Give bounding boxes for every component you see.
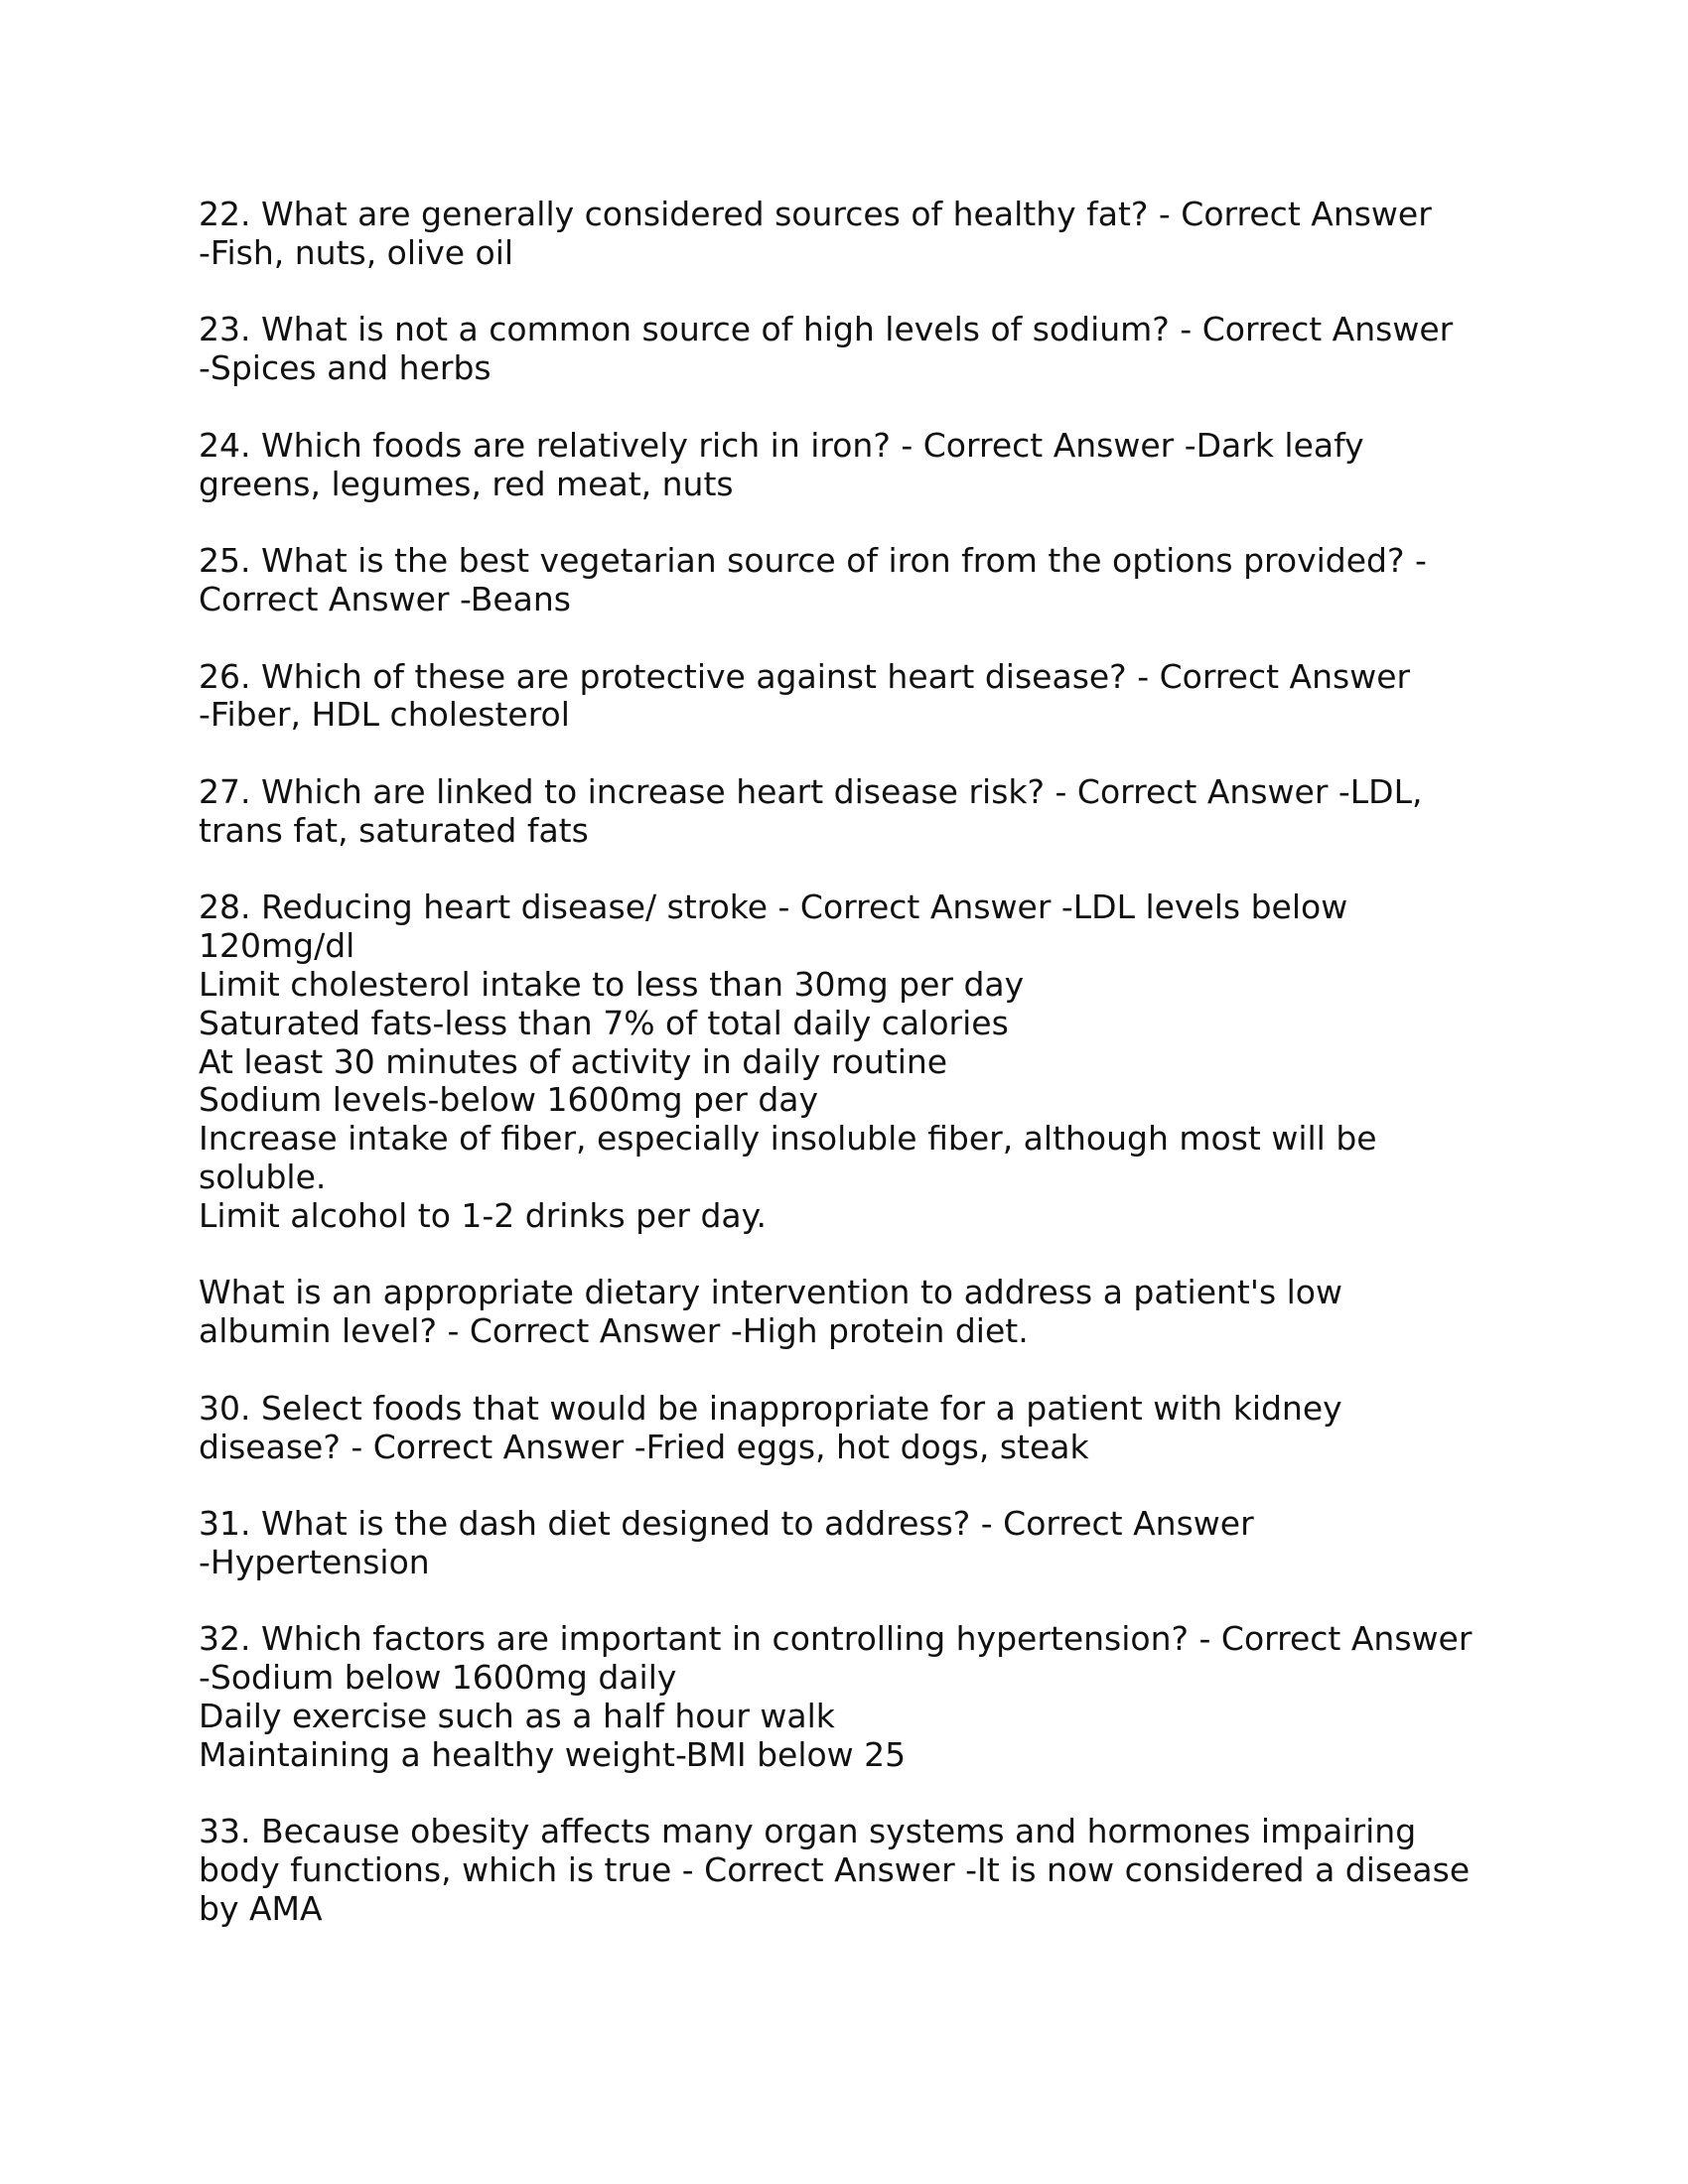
answer-line: -Spices and herbs: [199, 348, 492, 388]
answer-line: -Hypertension: [199, 1542, 430, 1581]
question-line: 23. What is not a common source of high levels of sodium? - Correct Answer: [199, 310, 1454, 349]
question-line: body functions, which is true - Correct Answer -It is now considered a disease: [199, 1850, 1471, 1890]
answer-line: Limit alcohol to 1-2 drinks per day.: [199, 1195, 767, 1235]
qa-item-33: [199, 1813, 1509, 1928]
answer-line: trans fat, saturated fats: [199, 810, 589, 850]
qa-item-22: [199, 196, 1509, 273]
question-line: 24. Which foods are relatively rich in iron? - Correct Answer -Dark leafy: [199, 425, 1364, 465]
qa-item-32: [199, 1620, 1509, 1774]
answer-line: At least 30 minutes of activity in daily routine: [199, 1041, 948, 1081]
document-page: [199, 196, 1509, 1968]
answer-line: Saturated fats-less than 7% of total daily calories: [199, 1003, 1009, 1042]
answer-line: -Fish, nuts, olive oil: [199, 232, 514, 272]
answer-line: by AMA: [199, 1889, 323, 1929]
answer-line: 120mg/dl: [199, 926, 355, 966]
answer-line: Limit cholesterol intake to less than 30mg per day: [199, 964, 1025, 1004]
answer-line: greens, legumes, red meat, nuts: [199, 464, 734, 503]
question-line: 32. Which factors are important in controlling hypertension? - Correct Answer: [199, 1619, 1473, 1659]
answer-line: Sodium levels-below 1600mg per day: [199, 1080, 819, 1120]
qa-item-29: [199, 1274, 1509, 1351]
question-line: 25. What is the best vegetarian source of iron from the options provided? -: [199, 541, 1427, 581]
answer-line: -Fiber, HDL cholesterol: [199, 695, 570, 735]
answer-line: albumin level? - Correct Answer -High protein diet.: [199, 1311, 1029, 1351]
qa-item-27: [199, 773, 1509, 851]
answer-line: Maintaining a healthy weight-BMI below 25: [199, 1734, 907, 1774]
answer-line: Increase intake of fiber, especially insoluble fiber, although most will be: [199, 1119, 1377, 1159]
qa-item-26: [199, 658, 1509, 736]
question-line: 28. Reducing heart disease/ stroke - Correct Answer -LDL levels below: [199, 887, 1348, 927]
question-line: 22. What are generally considered sources of healthy fat? - Correct Answer: [199, 195, 1432, 233]
qa-item-31: [199, 1505, 1509, 1582]
question-line: 26. Which of these are protective against heart disease? - Correct Answer: [199, 656, 1411, 696]
question-line: 27. Which are linked to increase heart disease risk? - Correct Answer -LDL,: [199, 771, 1423, 811]
question-line: What is an appropriate dietary intervention to address a patient's low: [199, 1273, 1342, 1312]
qa-item-23: [199, 311, 1509, 388]
qa-item-30: [199, 1390, 1509, 1467]
answer-line: soluble.: [199, 1157, 327, 1196]
question-line: 30. Select foods that would be inappropriate for a patient with kidney: [199, 1388, 1342, 1428]
answer-line: disease? - Correct Answer -Fried eggs, hot dogs, steak: [199, 1427, 1089, 1466]
answer-line: Daily exercise such as a half hour walk: [199, 1697, 835, 1736]
question-line: 33. Because obesity affects many organ systems and hormones impairing: [199, 1812, 1417, 1851]
question-line: 31. What is the dash diet designed to address? - Correct Answer: [199, 1504, 1254, 1544]
qa-item-24: [199, 427, 1509, 504]
answer-line: Correct Answer -Beans: [199, 579, 571, 618]
qa-item-25: [199, 542, 1509, 619]
answer-line: -Sodium below 1600mg daily: [199, 1658, 677, 1698]
qa-item-28: [199, 888, 1509, 1235]
